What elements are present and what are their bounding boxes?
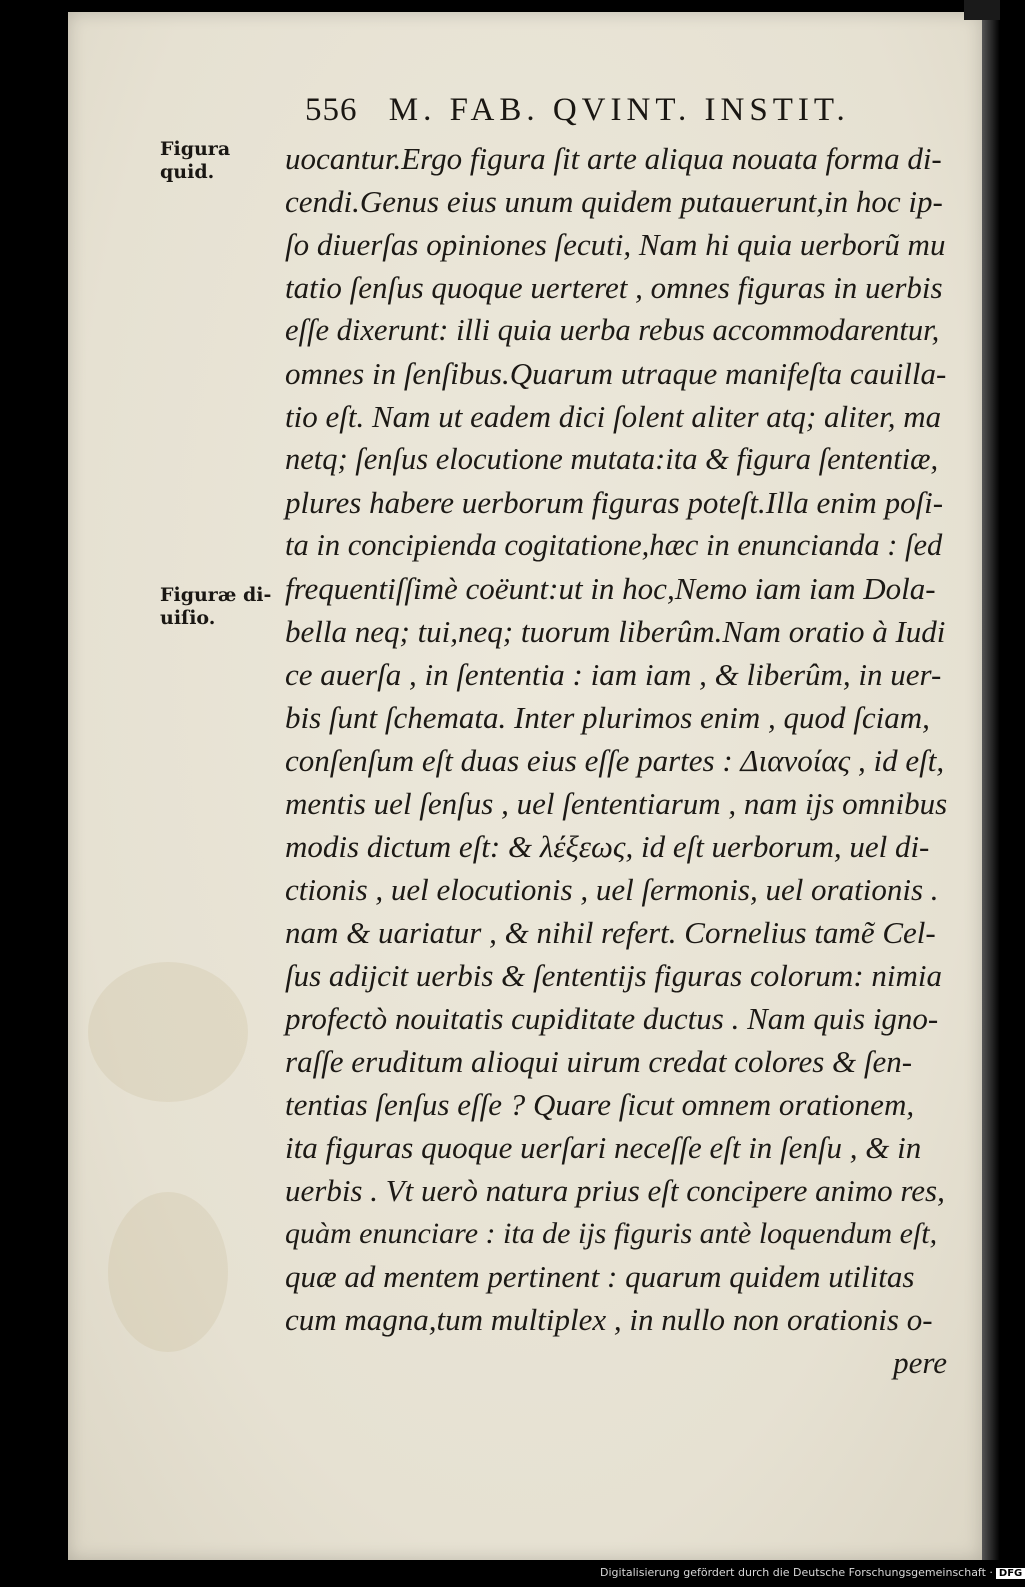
book-edge xyxy=(982,12,1000,1560)
text-line: uerbis . Vt uerò natura prius eſt concipere animo res, xyxy=(285,1173,945,1208)
text-line: omnes in ſenſibus.Quarum utraque manifeſta cauilla- xyxy=(285,356,947,391)
text-line: raſſe eruditum alioqui uirum credat colores & ſen- xyxy=(285,1044,913,1079)
dfg-logo: DFG xyxy=(996,1568,1025,1579)
margin-note-figura-quid: Figura quid. xyxy=(160,138,231,183)
text-line: ctionis , uel elocutionis , uel ſermonis, uel orationis . xyxy=(285,872,939,907)
text-line: bella neq; tui,neq; tuorum liberûm.Nam oratio à Iudi xyxy=(285,614,946,649)
text-line: quæ ad mentem pertinent : quarum quidem utilitas xyxy=(285,1259,915,1294)
text-line: modis dictum eſt: & λέξεως, id eſt uerborum, uel di- xyxy=(285,829,930,864)
text-line: plures habere uerborum figuras poteſt.Illa enim poſi- xyxy=(285,485,944,520)
text-line: uocantur.Ergo figura ſit arte aliqua nouata forma di- xyxy=(285,141,942,176)
text-line: frequentiſſimè coëunt:ut in hoc,Nemo iam iam Dola- xyxy=(285,571,936,606)
page-number: 556 xyxy=(305,92,358,128)
margin-note-figurae-divisio: Figuræ di- uiſio. xyxy=(160,584,272,629)
text-line: ſus adijcit uerbis & ſententijs figuras colorum: nimia xyxy=(285,958,943,993)
text-line: ita figuras quoque uerſari neceſſe eſt in ſenſu , & in xyxy=(285,1130,922,1165)
catchword: pere xyxy=(893,1345,947,1380)
text-line: nam & uariatur , & nihil refert. Cornelius tamẽ Cel- xyxy=(285,915,936,950)
paper-stain xyxy=(108,1192,228,1352)
text-line: tatio ſenſus quoque uerteret , omnes figuras in uerbis xyxy=(285,270,943,305)
scan-corner xyxy=(964,0,1000,20)
text-line: mentis uel ſenſus , uel ſententiarum , nam ijs omnibus xyxy=(285,786,948,821)
text-line: ce auerſa , in ſententia : iam iam , & liberûm, in uer- xyxy=(285,657,942,692)
text-line: ta in concipienda cogitatione,hæc in enuncianda : ſed xyxy=(285,528,943,562)
running-header xyxy=(305,92,925,129)
text-line: netq; ſenſus elocutione mutata:ita & figura ſententiæ, xyxy=(285,442,939,476)
text-line: tio eſt. Nam ut eadem dici ſolent aliter atq; aliter, ma xyxy=(285,399,942,434)
text-line: conſenſum eſt duas eius eſſe partes : Διανοίας , id eſt, xyxy=(285,743,945,778)
body-text xyxy=(285,137,947,1384)
text-line: ſo diuerſas opiniones ſecuti, Nam hi quia uerborũ mu xyxy=(285,227,946,262)
text-line: bis ſunt ſchemata. Inter plurimos enim , quod ſciam, xyxy=(285,700,930,735)
text-line: eſſe dixerunt: illi quia uerba rebus accommodarentur, xyxy=(285,313,940,347)
text-line: cum magna,tum multiplex , in nullo non orationis o- xyxy=(285,1302,933,1337)
digitization-footer xyxy=(600,1566,1023,1579)
text-line: profectò nouitatis cupiditate ductus . Nam quis igno- xyxy=(285,1001,939,1036)
text-line: cendi.Genus eius unum quidem putauerunt,in hoc ip- xyxy=(285,184,943,219)
running-title: M. FAB. QVINT. INSTIT. xyxy=(388,92,850,128)
text-line: quàm enunciare : ita de ijs figuris antè loquendum eſt, xyxy=(285,1217,938,1250)
footer-credit: Digitalisierung gefördert durch die Deutsche Forschungsgemeinschaft · xyxy=(600,1566,993,1579)
paper-stain xyxy=(88,962,248,1102)
text-line: tentias ſenſus eſſe ? Quare ſicut omnem orationem, xyxy=(285,1087,915,1122)
